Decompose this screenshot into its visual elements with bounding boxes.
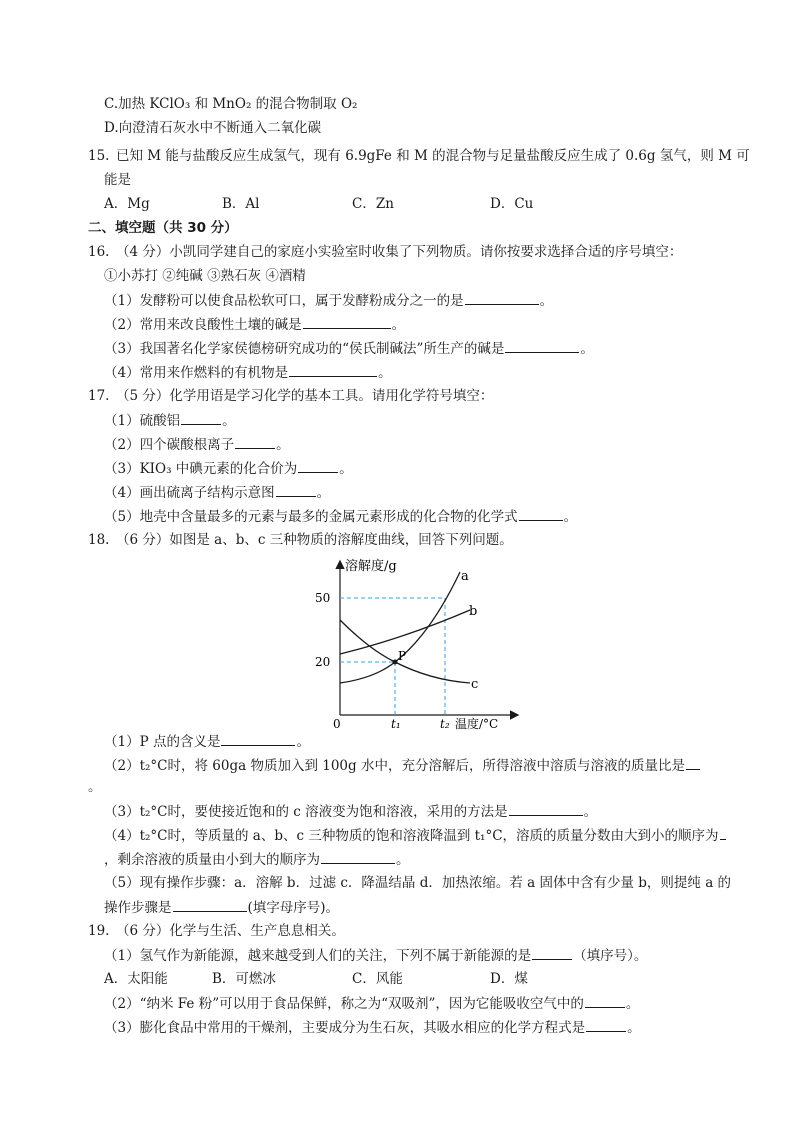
q17-sub3: （3）KIO₃ 中碘元素的化合价为 。 <box>104 458 353 479</box>
q18-sub2-end: 。 <box>88 779 102 795</box>
answer-blank[interactable] <box>235 434 275 449</box>
q19-sub1: （1）氢气作为新能源，越来越受到人们的关注，下列不属于新能源的是 （填序号）。 <box>104 945 647 966</box>
answer-blank[interactable] <box>586 1017 626 1032</box>
q18-number: 18. <box>88 532 110 548</box>
series-label-c: c <box>471 677 479 692</box>
q15-option-b: B．Al <box>222 196 260 212</box>
answer-blank[interactable] <box>221 731 295 746</box>
q18-sub4: （4）t₂°C时，等质量的 a、b、c 三种物质的饱和溶液降温到 t₁°C，溶质的质量分数由大到小的顺序为 <box>104 825 727 846</box>
q15-option-c: C．Zn <box>352 196 394 212</box>
q19-option-c: C．风能 <box>352 971 403 987</box>
solubility-chart <box>305 550 530 730</box>
answer-blank[interactable] <box>532 945 572 960</box>
q16-number: 16. <box>88 244 110 260</box>
y-axis-label: 溶解度/g <box>345 559 397 574</box>
answer-blank[interactable] <box>509 801 583 816</box>
point-p <box>393 660 398 665</box>
q15-text-line2: 能是 <box>104 172 131 188</box>
q17-sub4: （4）画出硫离子结构示意图 。 <box>104 482 330 503</box>
answer-blank[interactable] <box>686 755 700 770</box>
answer-blank[interactable] <box>321 849 395 864</box>
q17-text: （5 分）化学用语是学习化学的基本工具。请用化学符号填空： <box>116 388 494 404</box>
y-tick-label-50: 50 <box>315 591 331 605</box>
q19-sub3: （3）膨化食品中常用的干燥剂，主要成分为生石灰，其吸水相应的化学方程式是 。 <box>104 1017 641 1038</box>
x-tick-label-t1: t₁ <box>391 717 401 730</box>
answer-blank[interactable] <box>181 410 221 425</box>
q15-number: 15. <box>88 148 110 164</box>
answer-blank[interactable] <box>519 506 563 521</box>
q18-sub1: （1）P 点的含义是 。 <box>104 731 310 752</box>
q16-text: （4 分）小凯同学建自己的家庭小实验室时收集了下列物质。请你按要求选择合适的序号填空： <box>116 244 683 260</box>
y-tick-label-20: 20 <box>315 655 331 669</box>
q19-text: （6 分）化学与生活、生产息息相关。 <box>116 923 345 939</box>
section-title: 二、填空题（共 30 分） <box>88 220 238 236</box>
q16-sub1: （1）发酵粉可以使食品松软可口，属于发酵粉成分之一的是 。 <box>104 290 553 311</box>
q15-option-d: D．Cu <box>490 196 534 212</box>
q19-option-b: B．可燃冰 <box>212 971 276 987</box>
answer-blank[interactable] <box>505 338 579 353</box>
q16-sub2: （2）常用来改良酸性土壤的碱是 。 <box>104 314 405 335</box>
answer-blank[interactable] <box>276 482 316 497</box>
q17-sub5: （5）地壳中含量最多的元素与最多的金属元素形成的化合物的化学式 。 <box>104 506 577 527</box>
answer-blank[interactable] <box>173 897 247 912</box>
q16-sub4: （4）常用来作燃料的有机物是 。 <box>104 362 392 383</box>
x-axis-label: 温度/°C <box>455 717 499 730</box>
q16-items: ①小苏打 ②纯碱 ③熟石灰 ④酒精 <box>104 268 306 284</box>
answer-blank[interactable] <box>289 362 377 377</box>
answer-blank[interactable] <box>298 458 338 473</box>
series-label-a: a <box>461 569 469 584</box>
series-label-b: b <box>469 604 478 619</box>
answer-blank[interactable] <box>465 290 539 305</box>
q18-text: （6 分）如图是 a、b、c 三种物质的溶解度曲线，回答下列问题。 <box>116 532 513 548</box>
q19-option-a: A．太阳能 <box>104 971 168 987</box>
q18-sub2: （2）t₂°C时，将 60ga 物质加入到 100g 水中，充分溶解后，所得溶液中溶质与溶液的质量比是 <box>104 755 701 776</box>
point-p-label: P <box>398 649 407 663</box>
answer-blank[interactable] <box>585 993 625 1008</box>
answer-blank[interactable] <box>720 825 726 840</box>
origin-label: 0 <box>333 717 341 730</box>
x-tick-label-t2: t₂ <box>440 717 450 730</box>
q19-sub2: （2）“纳米 Fe 粉”可以用于食品保鲜，称之为“双吸剂”，因为它能吸收空气中的 。 <box>104 993 639 1014</box>
q17-sub1: （1）硫酸铝 。 <box>104 410 236 431</box>
q15-option-a: A．Mg <box>104 196 150 212</box>
q16-sub3: （3）我国著名化学家侯德榜研究成功的“侯氏制碱法”所生产的碱是 。 <box>104 338 594 359</box>
q18-sub5: （5）现有操作步骤：a．溶解 b．过滤 c．降温结晶 d．加热浓缩。若 a 固体中含有少量 b，则提纯 a 的 <box>104 875 732 891</box>
q17-number: 17. <box>88 388 110 404</box>
q18-sub5-cont: 操作步骤是 (填字母序号)。 <box>104 897 339 918</box>
q18-sub4-cont: ，剩余溶液的质量由小到大的顺序为 。 <box>104 849 410 870</box>
q14-option-d: D.向澄清石灰水中不断通入二氧化碳 <box>104 120 322 136</box>
q17-sub2: （2）四个碳酸根离子 。 <box>104 434 290 455</box>
curve-b <box>340 610 470 654</box>
q18-sub3: （3）t₂°C时，要使接近饱和的 c 溶液变为饱和溶液，采用的方法是 。 <box>104 801 597 822</box>
curve-a <box>340 572 460 683</box>
q14-option-c: C.加热 KClO₃ 和 MnO₂ 的混合物制取 O₂ <box>104 96 358 112</box>
answer-blank[interactable] <box>303 314 391 329</box>
q19-option-d: D．煤 <box>490 971 528 987</box>
q19-number: 19. <box>88 923 110 939</box>
q15-text-line1: 已知 M 能与盐酸反应生成氢气，现有 6.9gFe 和 M 的混合物与足量盐酸反应生成了 0.6g 氢气，则 M 可 <box>116 148 750 164</box>
